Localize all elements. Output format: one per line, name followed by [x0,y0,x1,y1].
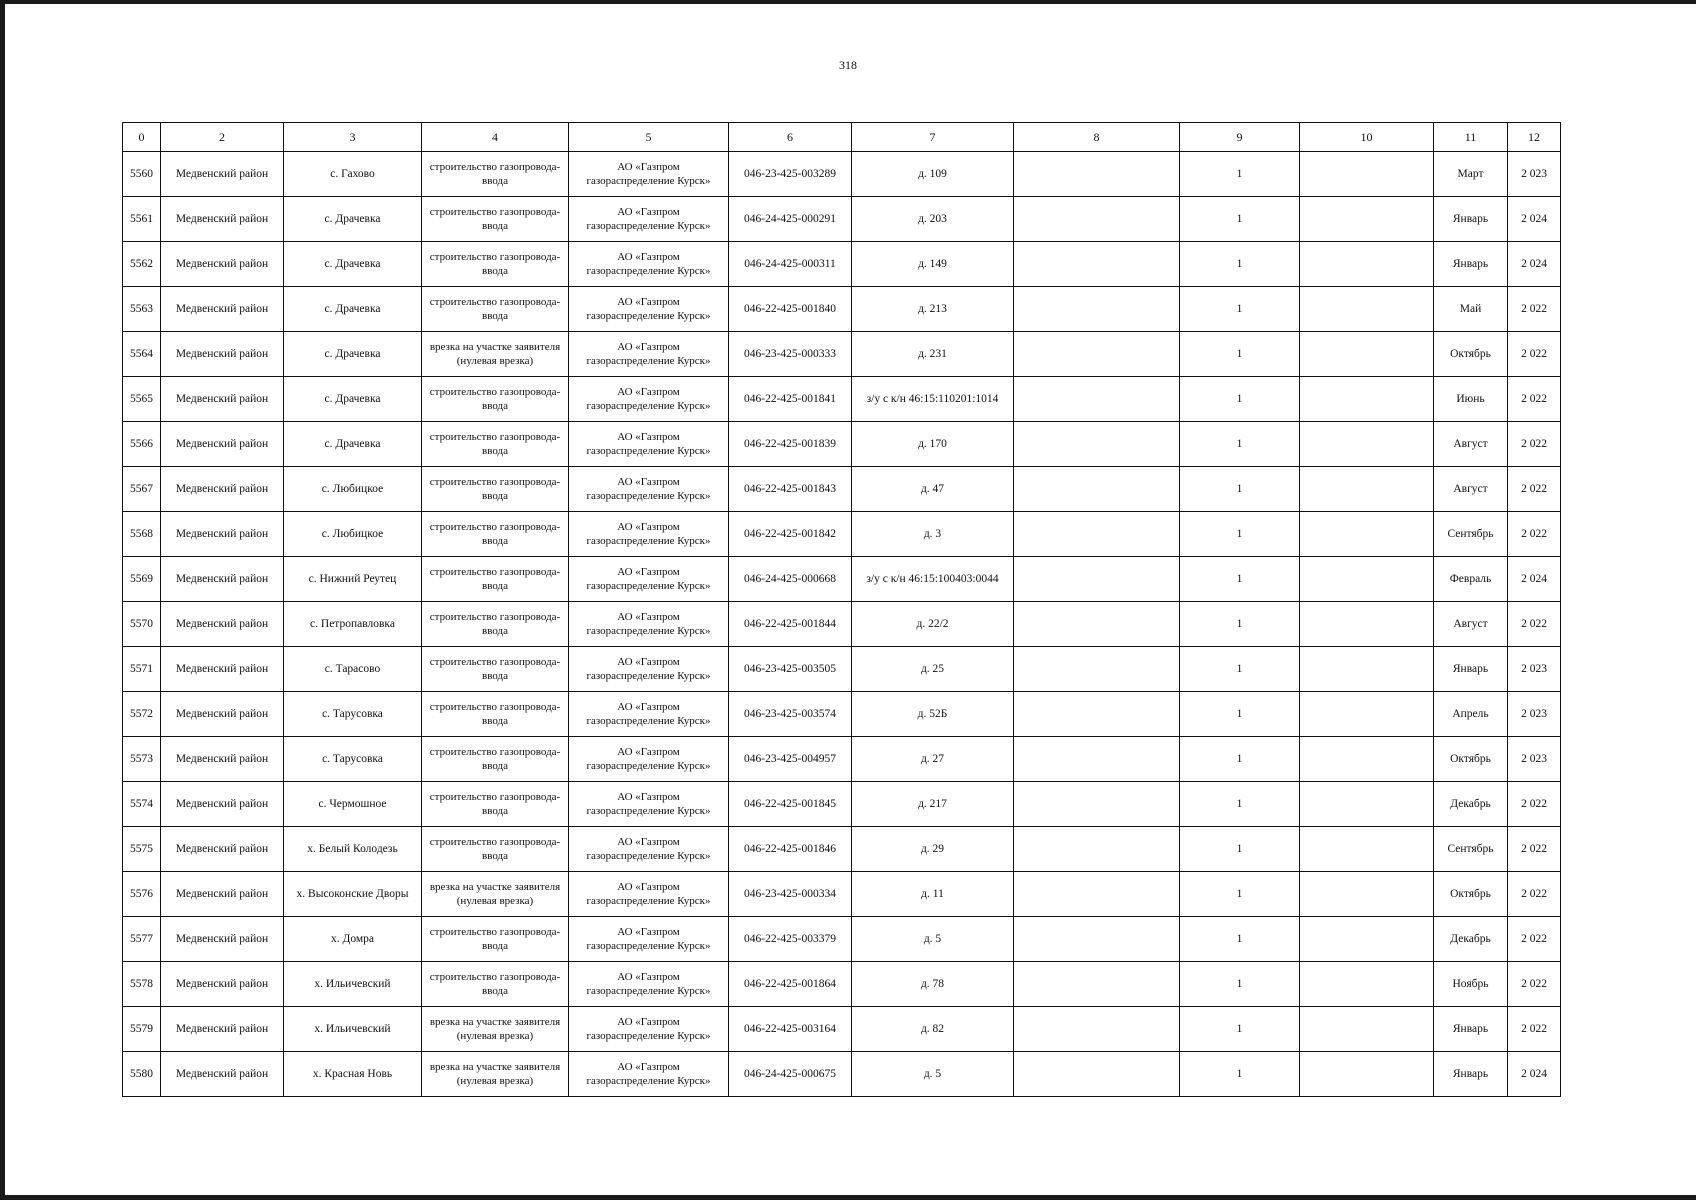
row-number: 5566 [123,422,161,467]
work-type-cell: строительство газопровода-ввода [422,827,569,872]
registry-code-cell: 046-24-425-000668 [729,557,852,602]
empty-cell-8 [1014,692,1180,737]
organization-cell: АО «Газпром газораспределение Курск» [569,422,729,467]
region-cell: Медвенский район [161,647,284,692]
year-cell: 2 022 [1508,917,1561,962]
year-cell: 2 022 [1508,962,1561,1007]
header-row [123,123,1561,152]
settlement-cell: с. Чермошное [284,782,422,827]
empty-cell-8 [1014,602,1180,647]
address-cell: д. 109 [852,152,1014,197]
organization-cell: АО «Газпром газораспределение Курск» [569,692,729,737]
settlement-cell: с. Петропавловка [284,602,422,647]
column-header-9: 10 [1300,123,1434,152]
table-row [123,422,1561,467]
table-row [123,872,1561,917]
settlement-cell: с. Драчевка [284,242,422,287]
row-number: 5579 [123,1007,161,1052]
empty-cell-10 [1300,152,1434,197]
work-type-cell: врезка на участке заявителя (нулевая врезка) [422,1052,569,1097]
row-number: 5567 [123,467,161,512]
month-cell: Январь [1434,1052,1508,1097]
empty-cell-8 [1014,287,1180,332]
column-header-0: 0 [123,123,161,152]
quantity-cell: 1 [1180,872,1300,917]
year-cell: 2 022 [1508,872,1561,917]
month-cell: Август [1434,467,1508,512]
region-cell: Медвенский район [161,782,284,827]
year-cell: 2 023 [1508,692,1561,737]
empty-cell-10 [1300,422,1434,467]
work-type-cell: строительство газопровода-ввода [422,692,569,737]
settlement-cell: с. Драчевка [284,377,422,422]
month-cell: Февраль [1434,557,1508,602]
quantity-cell: 1 [1180,962,1300,1007]
scan-border-left [0,0,5,1200]
empty-cell-8 [1014,1007,1180,1052]
year-cell: 2 022 [1508,827,1561,872]
empty-cell-10 [1300,512,1434,557]
empty-cell-8 [1014,962,1180,1007]
empty-cell-10 [1300,557,1434,602]
column-header-7: 8 [1014,123,1180,152]
month-cell: Март [1434,152,1508,197]
table-row [123,467,1561,512]
work-type-cell: строительство газопровода-ввода [422,557,569,602]
settlement-cell: х. Белый Колодезь [284,827,422,872]
settlement-cell: с. Тарусовка [284,737,422,782]
month-cell: Январь [1434,1007,1508,1052]
scan-border-top [0,0,1696,4]
empty-cell-8 [1014,647,1180,692]
registry-code-cell: 046-23-425-003574 [729,692,852,737]
work-type-cell: врезка на участке заявителя (нулевая врезка) [422,332,569,377]
month-cell: Январь [1434,197,1508,242]
table-row [123,602,1561,647]
table-row [123,242,1561,287]
month-cell: Июнь [1434,377,1508,422]
organization-cell: АО «Газпром газораспределение Курск» [569,872,729,917]
region-cell: Медвенский район [161,287,284,332]
row-number: 5573 [123,737,161,782]
row-number: 5568 [123,512,161,557]
year-cell: 2 024 [1508,242,1561,287]
address-cell: д. 25 [852,647,1014,692]
address-cell: д. 5 [852,917,1014,962]
work-type-cell: строительство газопровода-ввода [422,602,569,647]
registry-code-cell: 046-22-425-001846 [729,827,852,872]
year-cell: 2 024 [1508,1052,1561,1097]
address-cell: з/у с к/н 46:15:100403:0044 [852,557,1014,602]
settlement-cell: с. Драчевка [284,422,422,467]
year-cell: 2 022 [1508,422,1561,467]
registry-code-cell: 046-22-425-001864 [729,962,852,1007]
settlement-cell: х. Красная Новь [284,1052,422,1097]
work-type-cell: строительство газопровода-ввода [422,647,569,692]
work-type-cell: врезка на участке заявителя (нулевая врезка) [422,1007,569,1052]
row-number: 5569 [123,557,161,602]
row-number: 5578 [123,962,161,1007]
column-header-10: 11 [1434,123,1508,152]
address-cell: д. 170 [852,422,1014,467]
registry-code-cell: 046-22-425-001845 [729,782,852,827]
month-cell: Декабрь [1434,782,1508,827]
row-number: 5577 [123,917,161,962]
region-cell: Медвенский район [161,602,284,647]
registry-code-cell: 046-24-425-000291 [729,197,852,242]
address-cell: д. 22/2 [852,602,1014,647]
registry-code-cell: 046-22-425-001839 [729,422,852,467]
region-cell: Медвенский район [161,557,284,602]
empty-cell-8 [1014,332,1180,377]
region-cell: Медвенский район [161,242,284,287]
settlement-cell: с. Драчевка [284,332,422,377]
month-cell: Сентябрь [1434,512,1508,557]
settlement-cell: с. Тарусовка [284,692,422,737]
work-type-cell: строительство газопровода-ввода [422,242,569,287]
empty-cell-8 [1014,1052,1180,1097]
year-cell: 2 022 [1508,602,1561,647]
table-row [123,332,1561,377]
table-row [123,737,1561,782]
month-cell: Апрель [1434,692,1508,737]
quantity-cell: 1 [1180,1052,1300,1097]
quantity-cell: 1 [1180,242,1300,287]
work-type-cell: строительство газопровода-ввода [422,962,569,1007]
column-header-1: 2 [161,123,284,152]
column-header-4: 5 [569,123,729,152]
address-cell: д. 231 [852,332,1014,377]
year-cell: 2 022 [1508,512,1561,557]
region-cell: Медвенский район [161,1052,284,1097]
registry-code-cell: 046-22-425-003164 [729,1007,852,1052]
month-cell: Январь [1434,242,1508,287]
registry-code-cell: 046-22-425-001840 [729,287,852,332]
quantity-cell: 1 [1180,782,1300,827]
quantity-cell: 1 [1180,152,1300,197]
year-cell: 2 022 [1508,287,1561,332]
empty-cell-10 [1300,827,1434,872]
column-header-3: 4 [422,123,569,152]
organization-cell: АО «Газпром газораспределение Курск» [569,512,729,557]
table-row [123,197,1561,242]
registry-code-cell: 046-24-425-000675 [729,1052,852,1097]
year-cell: 2 023 [1508,647,1561,692]
empty-cell-10 [1300,467,1434,512]
quantity-cell: 1 [1180,557,1300,602]
organization-cell: АО «Газпром газораспределение Курск» [569,287,729,332]
month-cell: Январь [1434,647,1508,692]
organization-cell: АО «Газпром газораспределение Курск» [569,1052,729,1097]
organization-cell: АО «Газпром газораспределение Курск» [569,467,729,512]
row-number: 5560 [123,152,161,197]
table-row [123,1052,1561,1097]
quantity-cell: 1 [1180,287,1300,332]
year-cell: 2 023 [1508,737,1561,782]
quantity-cell: 1 [1180,647,1300,692]
month-cell: Ноябрь [1434,962,1508,1007]
table-row [123,827,1561,872]
month-cell: Август [1434,422,1508,467]
registry-code-cell: 046-22-425-001843 [729,467,852,512]
column-header-5: 6 [729,123,852,152]
row-number: 5571 [123,647,161,692]
quantity-cell: 1 [1180,512,1300,557]
region-cell: Медвенский район [161,332,284,377]
quantity-cell: 1 [1180,377,1300,422]
table-row [123,1007,1561,1052]
organization-cell: АО «Газпром газораспределение Курск» [569,647,729,692]
column-header-2: 3 [284,123,422,152]
quantity-cell: 1 [1180,692,1300,737]
month-cell: Декабрь [1434,917,1508,962]
empty-cell-8 [1014,152,1180,197]
table-row [123,512,1561,557]
registry-code-cell: 046-24-425-000311 [729,242,852,287]
address-cell: д. 82 [852,1007,1014,1052]
row-number: 5572 [123,692,161,737]
registry-table [122,122,1561,1097]
year-cell: 2 024 [1508,557,1561,602]
quantity-cell: 1 [1180,422,1300,467]
address-cell: д. 11 [852,872,1014,917]
year-cell: 2 024 [1508,197,1561,242]
registry-code-cell: 046-23-425-000333 [729,332,852,377]
work-type-cell: строительство газопровода-ввода [422,737,569,782]
region-cell: Медвенский район [161,422,284,467]
quantity-cell: 1 [1180,602,1300,647]
address-cell: д. 47 [852,467,1014,512]
row-number: 5576 [123,872,161,917]
settlement-cell: с. Любицкое [284,467,422,512]
quantity-cell: 1 [1180,332,1300,377]
registry-code-cell: 046-22-425-001844 [729,602,852,647]
settlement-cell: с. Гахово [284,152,422,197]
region-cell: Медвенский район [161,197,284,242]
year-cell: 2 022 [1508,467,1561,512]
table-row [123,152,1561,197]
registry-code-cell: 046-23-425-003505 [729,647,852,692]
organization-cell: АО «Газпром газораспределение Курск» [569,782,729,827]
address-cell: д. 5 [852,1052,1014,1097]
settlement-cell: с. Тарасово [284,647,422,692]
row-number: 5565 [123,377,161,422]
address-cell: д. 27 [852,737,1014,782]
page-number: 318 [839,58,857,72]
column-header-6: 7 [852,123,1014,152]
year-cell: 2 022 [1508,332,1561,377]
empty-cell-10 [1300,962,1434,1007]
empty-cell-8 [1014,422,1180,467]
column-header-11: 12 [1508,123,1561,152]
empty-cell-8 [1014,467,1180,512]
empty-cell-10 [1300,917,1434,962]
region-cell: Медвенский район [161,377,284,422]
empty-cell-10 [1300,332,1434,377]
work-type-cell: строительство газопровода-ввода [422,287,569,332]
work-type-cell: строительство газопровода-ввода [422,467,569,512]
row-number: 5561 [123,197,161,242]
organization-cell: АО «Газпром газораспределение Курск» [569,917,729,962]
empty-cell-8 [1014,512,1180,557]
address-cell: д. 217 [852,782,1014,827]
row-number: 5563 [123,287,161,332]
table-row [123,557,1561,602]
registry-code-cell: 046-22-425-001841 [729,377,852,422]
organization-cell: АО «Газпром газораспределение Курск» [569,197,729,242]
address-cell: д. 78 [852,962,1014,1007]
row-number: 5570 [123,602,161,647]
scan-border-bottom [0,1195,1696,1200]
month-cell: Октябрь [1434,872,1508,917]
registry-code-cell: 046-23-425-003289 [729,152,852,197]
address-cell: д. 203 [852,197,1014,242]
organization-cell: АО «Газпром газораспределение Курск» [569,827,729,872]
empty-cell-10 [1300,647,1434,692]
table-row [123,377,1561,422]
settlement-cell: х. Высоконские Дворы [284,872,422,917]
empty-cell-10 [1300,287,1434,332]
address-cell: д. 52Б [852,692,1014,737]
empty-cell-10 [1300,197,1434,242]
organization-cell: АО «Газпром газораспределение Курск» [569,242,729,287]
month-cell: Октябрь [1434,737,1508,782]
row-number: 5574 [123,782,161,827]
address-cell: д. 29 [852,827,1014,872]
region-cell: Медвенский район [161,962,284,1007]
region-cell: Медвенский район [161,467,284,512]
empty-cell-8 [1014,242,1180,287]
empty-cell-10 [1300,782,1434,827]
region-cell: Медвенский район [161,1007,284,1052]
row-number: 5564 [123,332,161,377]
month-cell: Октябрь [1434,332,1508,377]
empty-cell-10 [1300,1007,1434,1052]
work-type-cell: строительство газопровода-ввода [422,377,569,422]
work-type-cell: строительство газопровода-ввода [422,152,569,197]
region-cell: Медвенский район [161,827,284,872]
table-body [123,152,1561,1097]
work-type-cell: строительство газопровода-ввода [422,917,569,962]
year-cell: 2 022 [1508,377,1561,422]
month-cell: Август [1434,602,1508,647]
work-type-cell: врезка на участке заявителя (нулевая врезка) [422,872,569,917]
table-row [123,917,1561,962]
table-row [123,647,1561,692]
empty-cell-8 [1014,197,1180,242]
address-cell: д. 3 [852,512,1014,557]
organization-cell: АО «Газпром газораспределение Курск» [569,332,729,377]
organization-cell: АО «Газпром газораспределение Курск» [569,1007,729,1052]
region-cell: Медвенский район [161,152,284,197]
work-type-cell: строительство газопровода-ввода [422,422,569,467]
table-row [123,962,1561,1007]
empty-cell-10 [1300,377,1434,422]
address-cell: д. 213 [852,287,1014,332]
organization-cell: АО «Газпром газораспределение Курск» [569,557,729,602]
row-number: 5580 [123,1052,161,1097]
region-cell: Медвенский район [161,692,284,737]
region-cell: Медвенский район [161,917,284,962]
work-type-cell: строительство газопровода-ввода [422,782,569,827]
empty-cell-8 [1014,557,1180,602]
empty-cell-8 [1014,917,1180,962]
empty-cell-10 [1300,692,1434,737]
row-number: 5562 [123,242,161,287]
organization-cell: АО «Газпром газораспределение Курск» [569,377,729,422]
empty-cell-10 [1300,242,1434,287]
quantity-cell: 1 [1180,467,1300,512]
month-cell: Май [1434,287,1508,332]
registry-code-cell: 046-22-425-003379 [729,917,852,962]
settlement-cell: с. Нижний Реутец [284,557,422,602]
quantity-cell: 1 [1180,917,1300,962]
table-row [123,287,1561,332]
empty-cell-10 [1300,737,1434,782]
year-cell: 2 022 [1508,782,1561,827]
region-cell: Медвенский район [161,512,284,557]
empty-cell-10 [1300,602,1434,647]
quantity-cell: 1 [1180,1007,1300,1052]
address-cell: д. 149 [852,242,1014,287]
region-cell: Медвенский район [161,872,284,917]
settlement-cell: с. Драчевка [284,197,422,242]
empty-cell-10 [1300,872,1434,917]
settlement-cell: х. Домра [284,917,422,962]
registry-code-cell: 046-23-425-000334 [729,872,852,917]
organization-cell: АО «Газпром газораспределение Курск» [569,962,729,1007]
year-cell: 2 023 [1508,152,1561,197]
empty-cell-8 [1014,782,1180,827]
region-cell: Медвенский район [161,737,284,782]
quantity-cell: 1 [1180,197,1300,242]
registry-code-cell: 046-22-425-001842 [729,512,852,557]
year-cell: 2 022 [1508,1007,1561,1052]
row-number: 5575 [123,827,161,872]
quantity-cell: 1 [1180,737,1300,782]
settlement-cell: с. Любицкое [284,512,422,557]
address-cell: з/у с к/н 46:15:110201:1014 [852,377,1014,422]
empty-cell-8 [1014,377,1180,422]
empty-cell-8 [1014,737,1180,782]
work-type-cell: строительство газопровода-ввода [422,512,569,557]
registry-code-cell: 046-23-425-004957 [729,737,852,782]
organization-cell: АО «Газпром газораспределение Курск» [569,602,729,647]
work-type-cell: строительство газопровода-ввода [422,197,569,242]
settlement-cell: х. Ильичевский [284,1007,422,1052]
month-cell: Сентябрь [1434,827,1508,872]
empty-cell-8 [1014,827,1180,872]
table-row [123,692,1561,737]
empty-cell-10 [1300,1052,1434,1097]
empty-cell-8 [1014,872,1180,917]
table-row [123,782,1561,827]
settlement-cell: х. Ильичевский [284,962,422,1007]
column-header-8: 9 [1180,123,1300,152]
organization-cell: АО «Газпром газораспределение Курск» [569,152,729,197]
settlement-cell: с. Драчевка [284,287,422,332]
organization-cell: АО «Газпром газораспределение Курск» [569,737,729,782]
quantity-cell: 1 [1180,827,1300,872]
